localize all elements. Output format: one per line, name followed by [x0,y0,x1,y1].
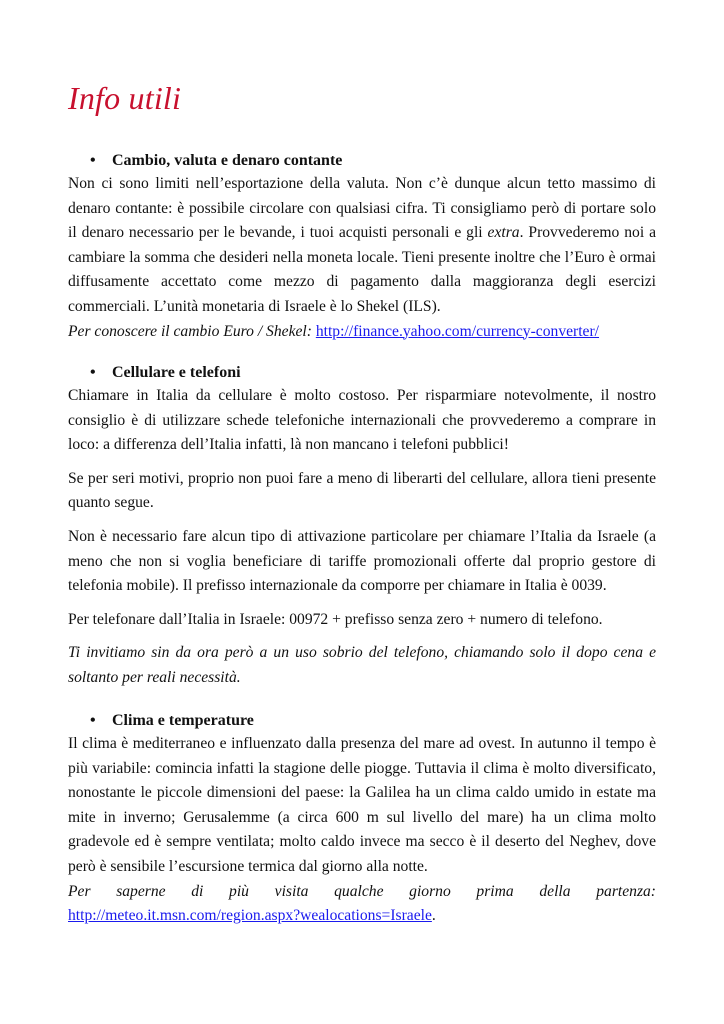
section-heading [68,362,656,384]
bullet-icon: • [90,712,96,729]
bullet-icon: • [90,152,96,169]
bullet-icon: • [90,364,96,381]
paragraph-emphasis: Ti invitiamo sin da ora però a un uso sobrio del telefono, chiamando solo il dopo cena e soltanto per reali necessità. [68,644,656,686]
section-climate [68,710,656,929]
section-heading [68,150,656,172]
paragraph: Chiamare in Italia da cellulare è molto costoso. Per risparmiare notevolmente, il nostro consiglio è di utilizzare schede telefoniche internazionali che provvederemo a comprare in loco: a differenza dell’Italia infatti, là non mancano i telefoni pubblici! [68,387,656,454]
weather-link[interactable]: http://meteo.it.msn.com/region.aspx?wealocations=Israele [68,907,432,925]
section-heading-text: Clima e temperature [112,712,254,729]
link-label: Per conoscere il cambio Euro / Shekel: [68,322,312,340]
link-paragraph [68,904,656,929]
paragraph: Non è necessario fare alcun tipo di attivazione particolare per chiamare l’Italia da Israele (a meno che non si voglia beneficiare di tariffe promozionali offerte dal proprio gestore di telefonia mobile). Il prefisso internazionale da comporre per chiamare in Italia è 0039. [68,527,656,595]
link-label: Per saperne di più visita qualche giorno prima della partenza: [68,882,656,900]
link-paragraph [68,880,656,905]
link-paragraph [68,320,656,345]
page-title: Info utili [68,80,182,116]
paragraph-emphasis: extra [487,224,520,242]
section-currency [68,150,656,344]
section-phones [68,362,656,691]
section-heading-text: Cellulare e telefoni [112,364,241,381]
paragraph: Per telefonare dall’Italia in Israele: 00972 + prefisso senza zero + numero di telefono. [68,610,603,628]
paragraph: Il clima è mediterraneo e influenzato dalla presenza del mare ad ovest. In autunno il tempo è più variabile: comincia infatti la stagione delle piogge. Tuttavia il clima è molto diversificato, nonostante le piccole dimensioni del paese: la Galilea ha un clima caldo umido in estate ma mite in inverno; Gerusalemme (a circa 600 m sul livello del mare) ha un clima molto gradevole ed è sempre ventilata; molto caldo invece ma secco è il deserto del Neghev, dove però è sensibile l’escursione termica dal giorno alla notte. [68,735,656,875]
paragraph [68,172,656,320]
link-suffix: . [431,907,436,925]
section-heading-text: Cambio, valuta e denaro contante [112,152,343,169]
paragraph-text: Non ci sono limiti nell’esportazione della valuta. Non c’è dunque alcun tetto massimo di denaro contante: è possibile circolare con qualsiasi cifra. Ti consigliamo però di portare solo il denaro necessario per le bevande, i tuoi acquisti personali e gli [68,175,656,242]
paragraph: Se per seri motivi, proprio non puoi fare a meno di liberarti del cellulare, allora tieni presente quanto segue. [68,469,656,512]
paragraph [68,641,656,690]
currency-converter-link[interactable]: http://finance.yahoo.com/currency-converter/ [315,322,600,340]
paragraph-text: . Provvederemo noi a cambiare la somma che desideri nella moneta locale. Tieni presente inoltre che l’Euro è ormai diffusamente accettato come mezzo di pagamento dalla maggioranza degli esercizi commerciali. L’unità monetaria di Israele è lo Shekel (ILS). [68,224,656,315]
section-heading [68,710,656,732]
